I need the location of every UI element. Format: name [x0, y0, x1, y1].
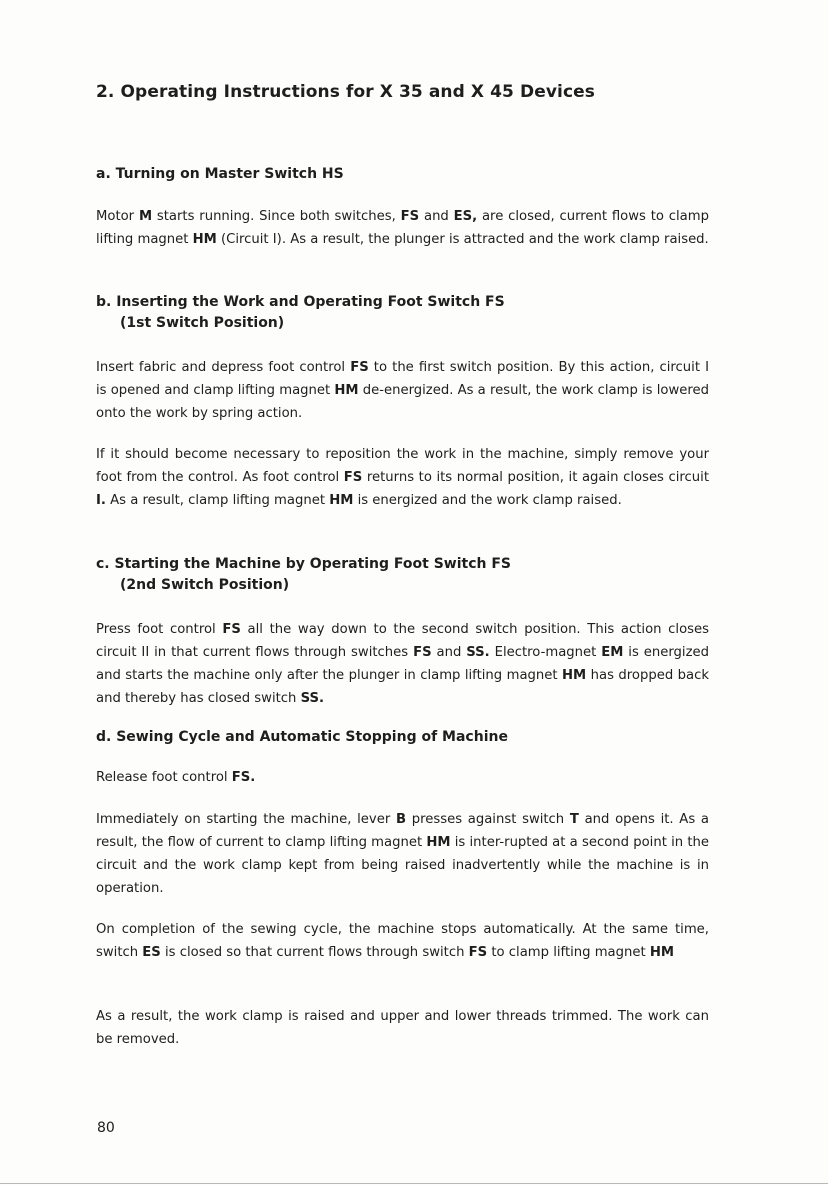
section-a-heading-text: a. Turning on Master Switch HS	[96, 166, 344, 182]
section-c-heading	[96, 554, 511, 596]
section-c-heading-line2: (2nd Switch Position)	[120, 577, 290, 593]
section-d-paragraph-1: Release foot control FS.	[96, 770, 256, 785]
section-a-paragraph-1: Motor M starts running. Since both switches, FS and ES, are closed, current flows to clamp lifting magnet HM (Circuit I). As a result, the plunger is attracted and the work clamp raised.	[96, 209, 709, 247]
section-d-heading	[96, 727, 508, 748]
section-d-paragraph-2: Immediately on starting the machine, lever B presses against switch T and opens it. As a result, the flow of current to clamp lifting magnet HM is inter-rupted at a second point in the circuit and the work clamp kept from being raised inadvertently while the machine is in operation.	[96, 812, 709, 896]
page-title: 2. Operating Instructions for X 35 and X 45 Devices	[96, 82, 595, 102]
section-d-paragraph-4: As a result, the work clamp is raised and upper and lower threads trimmed. The work can be removed.	[96, 1009, 709, 1047]
bottom-divider	[0, 1183, 828, 1184]
section-a-heading	[96, 164, 344, 185]
section-b-paragraph-2: If it should become necessary to reposition the work in the machine, simply remove your foot from the control. As foot control FS returns to its normal position, it again closes circuit I. As a result, clamp lifting magnet HM is energized and the work clamp raised.	[96, 447, 709, 508]
section-b-heading-text: b. Inserting the Work and Operating Foot Switch FS	[96, 294, 505, 310]
section-c-heading-text: c. Starting the Machine by Operating Foot Switch FS	[96, 556, 512, 572]
section-b-heading-line2: (1st Switch Position)	[120, 315, 285, 331]
section-b-paragraph-1: Insert fabric and depress foot control FS to the first switch position. By this action, circuit I is opened and clamp lifting magnet HM de-energized. As a result, the work clamp is lowered onto the work by spring action.	[96, 360, 709, 421]
section-b-heading	[96, 292, 505, 334]
section-c-paragraph-1: Press foot control FS all the way down to the second switch position. This action closes circuit II in that current flows through switches FS and SS. Electro-magnet EM is energized and starts the machine only after the plunger in clamp lifting magnet HM has dropped back and thereby has closed switch SS.	[96, 622, 709, 706]
page-number: 80	[97, 1120, 115, 1136]
section-d-paragraph-3: On completion of the sewing cycle, the machine stops automatically. At the same time, switch ES is closed so that current flows through switch FS to clamp lifting magnet HM	[96, 922, 709, 960]
section-d-heading-text: d. Sewing Cycle and Automatic Stopping of Machine	[96, 729, 508, 745]
